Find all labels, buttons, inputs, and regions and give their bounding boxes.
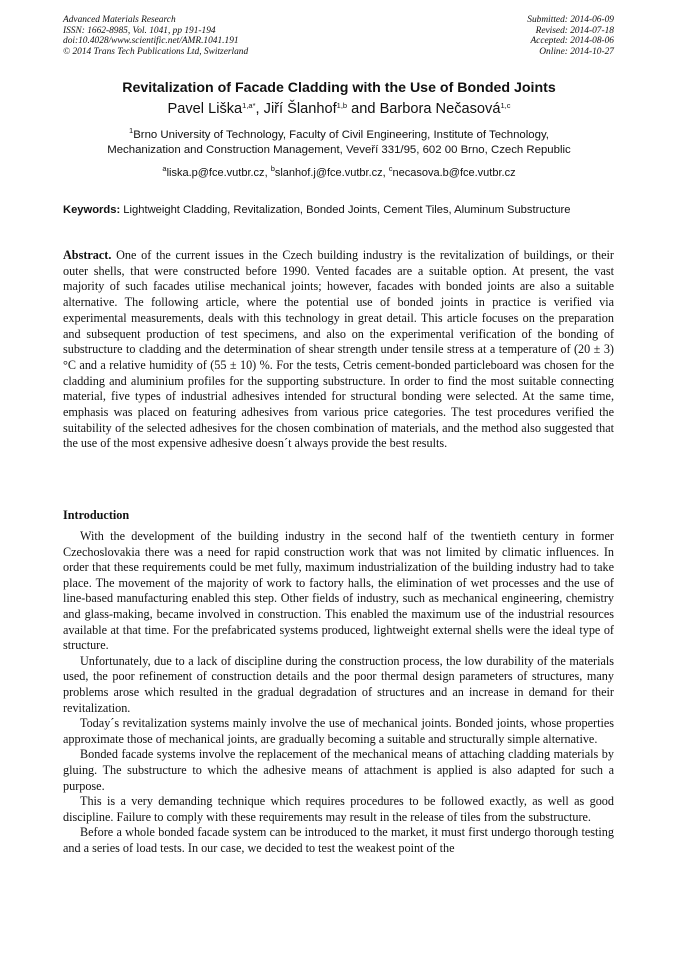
- keywords-text: Lightweight Cladding, Revitalization, Bonded Joints, Cement Tiles, Aluminum Substructure: [120, 204, 571, 216]
- email-mark: a: [162, 164, 167, 173]
- paragraph: This is a very demanding technique which requires procedures to be followed exactly, as well as good discipline. Failure to comply with these requirements may result in the release of tiles from the substructure.: [63, 794, 614, 824]
- date-accepted: Accepted: 2014-08-06: [530, 36, 614, 47]
- journal-info: [63, 15, 248, 57]
- email-separator: ,: [382, 167, 389, 179]
- author-list: [40, 101, 638, 117]
- date-submitted: Submitted: 2014-06-09: [527, 15, 614, 25]
- abstract: [63, 248, 614, 452]
- keywords-label: Keywords:: [63, 204, 121, 216]
- email-mark: b: [270, 164, 275, 173]
- abstract-text: One of the current issues in the Czech building industry is the revitalization of buildings, or their outer shells, that were constructed before 1990. Vented facades are a suitable option. At present, the vast majority of such facades utilise mechanical joints; however, facades with bonded joints are also a suitable alternative. The following article, where the potential use of bonded joints in practice is verified via experimental measurements, deals with this technology in great detail. This article focuses on the preparation and subsequent production of test specimens, and also on the experimental verification of the bonding of substructure to cladding and the determination of shear strength under tensile stress at a temperature of (20 ± 3) °C and a relative humidity of (55 ± 10) %. For the tests, Cetris cement-bonded particleboard was chosen for the cladding and aluminium profiles for the supporting substructure. In order to find the most suitable connecting material, five types of industrial adhesives intended for structural bonding were selected. At the same time, emphasis was placed on featuring adhesives from various price categories. The test procedures verified the suitability of the selected adhesives for the chosen combination of materials, and the method also suggested that the use of the most expensive adhesive doesn´t always provide the best results.: [63, 248, 614, 451]
- section-heading: Introduction: [63, 508, 130, 522]
- journal-copyright: © 2014 Trans Tech Publications Ltd, Switzerland: [63, 46, 249, 57]
- paper-title: Revitalization of Facade Cladding with the Use of Bonded Joints: [122, 80, 556, 96]
- affiliation: [40, 128, 638, 157]
- publication-dates: [527, 15, 614, 57]
- email-link[interactable]: necasova.b@fce.vutbr.cz: [392, 167, 516, 179]
- abstract-label: Abstract.: [63, 248, 112, 262]
- author-affiliation-mark: 1,b: [336, 101, 348, 110]
- paragraph: Bonded facade systems involve the replacement of the mechanical means of attaching cladding materials by gluing. The substructure to which the adhesive means of attachment is applied is also adapted for such a purpose.: [63, 747, 614, 793]
- author-name: Pavel Liška: [167, 101, 243, 117]
- paragraph: Before a whole bonded facade system can be introduced to the market, it must first undergo thorough testing and a series of load tests. In our case, we decided to test the weakest point of the: [63, 825, 614, 855]
- author-name: Jiří Šlanhof: [263, 101, 337, 117]
- journal-name: Advanced Materials Research: [63, 15, 176, 25]
- affiliation-line: Brno University of Technology, Faculty of Civil Engineering, Institute of Technology,: [133, 129, 549, 141]
- date-online: Online: 2014-10-27: [539, 46, 614, 57]
- email-link[interactable]: slanhof.j@fce.vutbr.cz: [274, 167, 383, 179]
- author-affiliation-mark: 1,c: [500, 101, 511, 110]
- author-emails: [40, 164, 638, 179]
- affiliation-line: Mechanization and Construction Management, Veveří 331/95, 602 00 Brno, Czech Republic: [107, 143, 571, 156]
- paragraph: Today´s revitalization systems mainly involve the use of mechanical joints. Bonded joints, whose properties approximate those of mechanical joints, are gradually becoming a suitable and structurally simple alternative.: [63, 716, 614, 746]
- author-name: Barbora Nečasová: [379, 101, 501, 117]
- paragraph: Unfortunately, due to a lack of discipline during the construction process, the low durability of the materials used, the poor refinement of construction details and the poor thermal design parameters of structures, many problems arose which resulted in the gradual degradation of structures and an increase in demand for their revitalization.: [63, 653, 614, 715]
- author-affiliation-mark: 1,a*: [242, 101, 256, 110]
- introduction-body: [63, 529, 614, 856]
- journal-doi: doi:10.4028/www.scientific.net/AMR.1041.191: [63, 36, 239, 47]
- author-separator: and: [347, 101, 380, 117]
- keywords: [63, 203, 614, 217]
- date-revised: Revised: 2014-07-18: [535, 25, 614, 36]
- affiliation-mark: 1: [129, 126, 134, 135]
- paragraph: With the development of the building industry in the second half of the twentieth century in former Czechoslovakia there was a need for rapid construction work that was not limited by climatic influences. In order that these requirements could be met fully, maximum industrialization of the building industry had to take place. The movement of the majority of work to factory halls, the elimination of wet processes and the use of line-based manufacturing enabled this step. Other fields of industry, such as mechanical engineering, chemistry and glass-making, became involved in construction. This enabled the maximum use of the industrial resources available at that time. For the prefabricated systems produced, lightweight external shells were the ideal type of structure.: [63, 529, 614, 653]
- email-separator: ,: [264, 167, 271, 179]
- email-link[interactable]: liska.p@fce.vutbr.cz: [166, 167, 265, 179]
- author-separator: ,: [255, 101, 264, 117]
- journal-issn: ISSN: 1662-8985, Vol. 1041, pp 191-194: [63, 25, 216, 36]
- email-mark: c: [388, 164, 393, 173]
